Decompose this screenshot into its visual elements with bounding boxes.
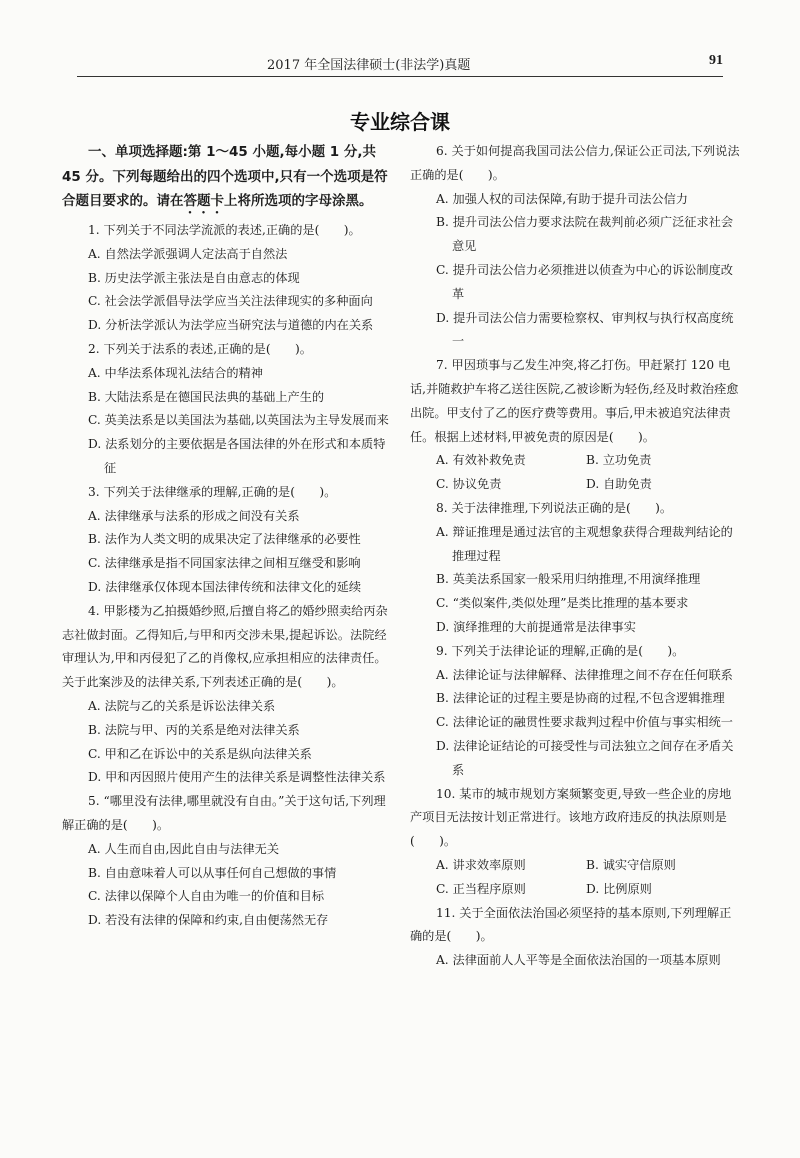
option-a: A. 人生而自由,因此自由与法律无关 xyxy=(88,841,280,856)
option-b: B. 自由意味着人可以从事任何自己想做的事情 xyxy=(88,865,337,880)
option-c: C. 提升司法公信力必须推进以侦查为中心的诉讼制度改革 xyxy=(436,262,733,301)
option-d: D. 自助免责 xyxy=(586,477,652,492)
option-c: C. 法律继承是指不同国家法律之间相互继受和影响 xyxy=(88,556,361,571)
option-b: B. 法作为人类文明的成果决定了法律继承的必要性 xyxy=(88,532,361,547)
question-stem: 11. 关于全面依法治国必须坚持的基本原则,下列理解正确的是( )。 xyxy=(410,905,732,944)
header-title: 2017 年全国法律硕士(非法学)真题 xyxy=(267,58,471,73)
option-d: D. 演绎推理的大前提通常是法律事实 xyxy=(436,619,636,634)
option-b: B. 立功免责 xyxy=(586,453,652,468)
option-c: C. “类似案件,类似处理”是类比推理的基本要求 xyxy=(436,596,689,611)
question-9 xyxy=(410,640,740,783)
option-b: B. 历史法学派主张法是自由意志的体现 xyxy=(88,270,300,285)
option-row xyxy=(410,878,740,902)
section-title: 专业综合课 xyxy=(350,110,450,134)
question-6 xyxy=(410,140,740,354)
question-stem: 2. 下列关于法系的表述,正确的是( )。 xyxy=(88,341,312,356)
page-number: 91 xyxy=(709,53,723,68)
emphasis-text: 答题卡 xyxy=(183,193,224,209)
option-a: A. 有效补救免责 xyxy=(436,453,526,468)
question-stem: 8. 关于法律推理,下列说法正确的是( )。 xyxy=(436,500,673,515)
option-a: A. 法律论证与法律解释、法律推理之间不存在任何联系 xyxy=(436,667,733,682)
option-d: D. 分析法学派认为法学应当研究法与道德的内在关系 xyxy=(88,318,374,333)
option-a: A. 讲求效率原则 xyxy=(436,857,526,872)
question-stem: 5. “哪里没有法律,哪里就没有自由。”关于这句话,下列理解正确的是( )。 xyxy=(62,794,386,832)
question-stem: 4. 甲影楼为乙拍摄婚纱照,后擅自将乙的婚纱照卖给丙杂志社做封面。乙得知后,与甲和丙交涉未果,提起诉讼。法院经审理认为,甲和丙侵犯了乙的肖像权,应承担相应的法律责任。关于此案涉及的法律关系,下列表述正确的是( )。 xyxy=(62,603,388,690)
option-d: D. 法律论证结论的可接受性与司法独立之间存在矛盾关系 xyxy=(436,738,734,777)
question-1 xyxy=(62,219,392,338)
option-c: C. 正当程序原则 xyxy=(436,881,526,896)
question-3 xyxy=(62,481,392,600)
option-a: A. 法律面前人人平等是全面依法治国的一项基本原则 xyxy=(436,953,721,968)
option-b: B. 法律论证的过程主要是协商的过程,不包含逻辑推理 xyxy=(436,691,725,706)
option-c: C. 法律以保障个人自由为唯一的价值和目标 xyxy=(88,889,325,904)
option-a: A. 辩证推理是通过法官的主观想象获得合理裁判结论的推理过程 xyxy=(436,524,733,563)
option-a: A. 法院与乙的关系是诉讼法律关系 xyxy=(88,698,276,713)
question-2 xyxy=(62,338,392,481)
question-7 xyxy=(410,354,740,497)
option-c: C. 英美法系是以美国法为基础,以英国法为主导发展而来 xyxy=(88,413,389,428)
question-11 xyxy=(410,902,740,973)
option-d: D. 甲和丙因照片使用产生的法律关系是调整性法律关系 xyxy=(88,770,386,785)
option-row xyxy=(410,449,740,473)
option-d: D. 若没有法律的保障和约束,自由便荡然无存 xyxy=(88,913,329,928)
question-stem: 7. 甲因琐事与乙发生冲突,将乙打伤。甲赶紧打 120 电话,并随救护车将乙送往医院,乙被诊断为轻伤,经及时救治痊愈出院。甲支付了乙的医疗费等费用。事后,甲未被追究法律责任。根据上述材料,甲被免责的原因是( )。 xyxy=(410,358,739,444)
option-d: D. 法系划分的主要依据是各国法律的外在形式和本质特征 xyxy=(88,437,386,475)
option-a: A. 自然法学派强调人定法高于自然法 xyxy=(88,246,288,261)
question-stem: 10. 某市的城市规划方案频繁变更,导致一些企业的房地产项目无法按计划正常进行。该地方政府违反的执法原则是( )。 xyxy=(410,786,732,849)
question-stem: 3. 下列关于法律继承的理解,正确的是( )。 xyxy=(88,484,337,499)
option-d: D. 法律继承仅体现本国法律传统和法律文化的延续 xyxy=(88,579,362,594)
option-d: D. 比例原则 xyxy=(586,881,652,896)
right-column xyxy=(410,140,740,973)
option-b: B. 英美法系国家一般采用归纳推理,不用演绎推理 xyxy=(436,572,701,587)
left-column xyxy=(62,140,392,933)
option-d: D. 提升司法公信力需要检察权、审判权与执行权高度统一 xyxy=(436,310,734,349)
question-4 xyxy=(62,600,392,790)
option-c: C. 法律论证的融贯性要求裁判过程中价值与事实相统一 xyxy=(436,715,733,730)
section-instructions: 一、单项选择题:第 1～45 小题,每小题 1 分,共 45 分。下列每题给出的四个选项中,只有一个选项是符合题目要求的。请在答题卡上将所选项的字母涂黑。 xyxy=(62,144,388,209)
option-b: B. 提升司法公信力要求法院在裁判前必须广泛征求社会意见 xyxy=(436,215,734,254)
question-stem: 9. 下列关于法律论证的理解,正确的是( )。 xyxy=(436,643,685,658)
option-a: A. 中华法系体现礼法结合的精神 xyxy=(88,365,263,380)
option-row xyxy=(410,473,740,497)
option-row xyxy=(410,854,740,878)
question-8 xyxy=(410,497,740,640)
option-a: A. 法律继承与法系的形成之间没有关系 xyxy=(88,508,300,523)
page-header xyxy=(77,50,723,77)
option-c: C. 协议免责 xyxy=(436,477,502,492)
option-b: B. 诚实守信原则 xyxy=(586,857,676,872)
question-10 xyxy=(410,783,740,902)
option-b: B. 法院与甲、丙的关系是绝对法律关系 xyxy=(88,722,300,737)
question-stem: 6. 关于如何提高我国司法公信力,保证公正司法,下列说法正确的是( )。 xyxy=(410,144,740,182)
option-b: B. 大陆法系是在德国民法典的基础上产生的 xyxy=(88,389,325,404)
question-5 xyxy=(62,790,392,933)
option-c: C. 甲和乙在诉讼中的关系是纵向法律关系 xyxy=(88,746,312,761)
question-stem: 1. 下列关于不同法学流派的表述,正确的是( )。 xyxy=(88,223,361,237)
option-c: C. 社会法学派倡导法学应当关注法律现实的多种面向 xyxy=(88,294,373,309)
option-a: A. 加强人权的司法保障,有助于提升司法公信力 xyxy=(436,191,688,206)
